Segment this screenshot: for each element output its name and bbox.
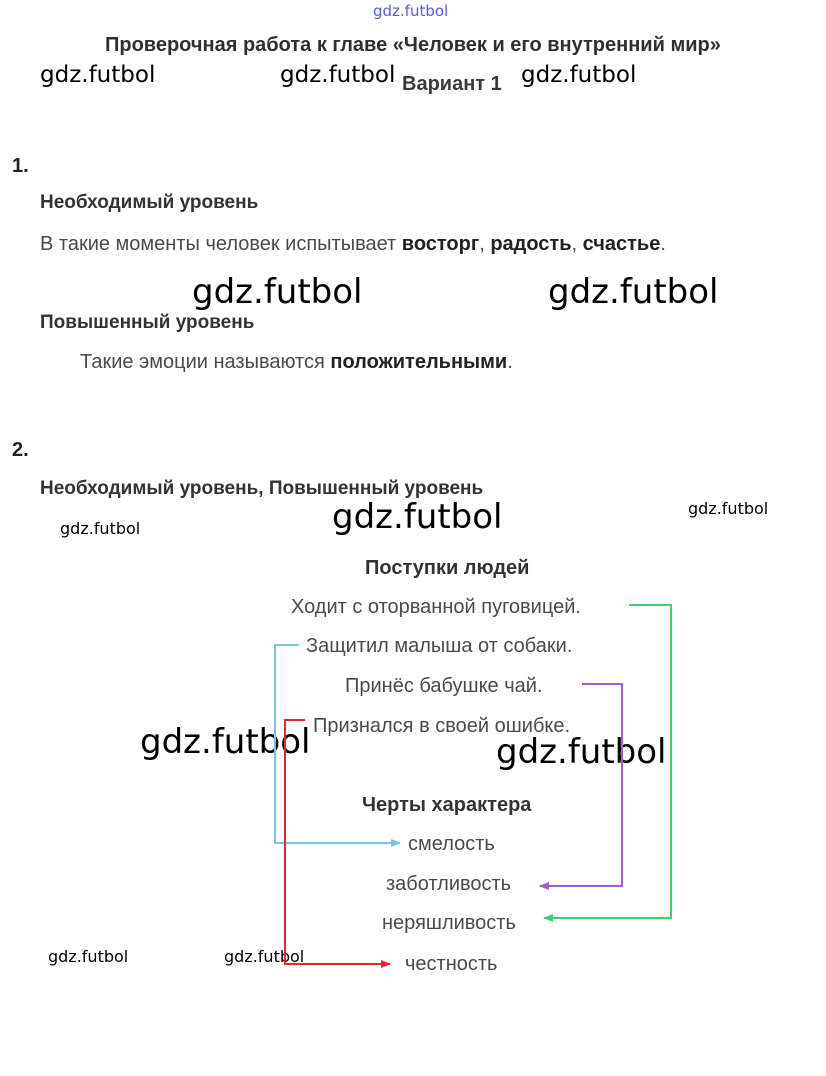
watermark: gdz.futbol — [688, 499, 769, 518]
top-watermark: gdz.futbol — [373, 2, 449, 20]
trait-item: честность — [405, 953, 498, 975]
task-number: 2. — [12, 439, 29, 461]
action-item: Ходит с оторванной пуговицей. — [291, 596, 581, 618]
keyword: восторг — [401, 233, 480, 255]
watermark: gdz.futbol — [496, 732, 667, 772]
watermark: gdz.futbol — [140, 722, 311, 762]
page-title: Проверочная работа к главе «Человек и его внутренний мир» — [105, 34, 721, 56]
keyword: радость — [490, 233, 572, 255]
watermark: gdz.futbol — [48, 947, 129, 966]
action-item: Принёс бабушке чай. — [345, 675, 543, 697]
keyword: счастье — [582, 233, 661, 255]
arrow-green — [544, 605, 671, 918]
trait-item: неряшливость — [382, 912, 516, 934]
level-heading: Необходимый уровень — [40, 192, 259, 213]
watermark: gdz.futbol — [521, 62, 637, 88]
watermark: gdz.futbol — [40, 62, 156, 88]
variant-label: Вариант 1 — [402, 73, 502, 95]
answer-text: В такие моменты человек испытывает восторг, радость, счастье. — [40, 233, 666, 255]
level-heading: Необходимый уровень, Повышенный уровень — [40, 478, 484, 499]
watermark: gdz.futbol — [224, 947, 305, 966]
action-item: Признался в своей ошибке. — [313, 715, 571, 737]
watermark: gdz.futbol — [548, 272, 719, 312]
watermark: gdz.futbol — [332, 497, 503, 537]
action-item: Защитил малыша от собаки. — [306, 635, 573, 657]
watermark: gdz.futbol — [60, 519, 141, 538]
trait-item: заботливость — [386, 873, 512, 895]
watermark: gdz.futbol — [192, 272, 363, 312]
traits-title: Черты характера — [362, 794, 532, 816]
keyword: положительными — [330, 351, 508, 373]
level-heading: Повышенный уровень — [40, 312, 255, 333]
arrow-purple — [540, 684, 622, 886]
task-number: 1. — [12, 155, 29, 177]
trait-item: смелость — [408, 833, 495, 855]
watermark: gdz.futbol — [280, 62, 396, 88]
answer-text: Такие эмоции называются положительными. — [80, 351, 513, 373]
actions-title: Поступки людей — [365, 557, 530, 579]
arrow-blue — [275, 645, 400, 843]
